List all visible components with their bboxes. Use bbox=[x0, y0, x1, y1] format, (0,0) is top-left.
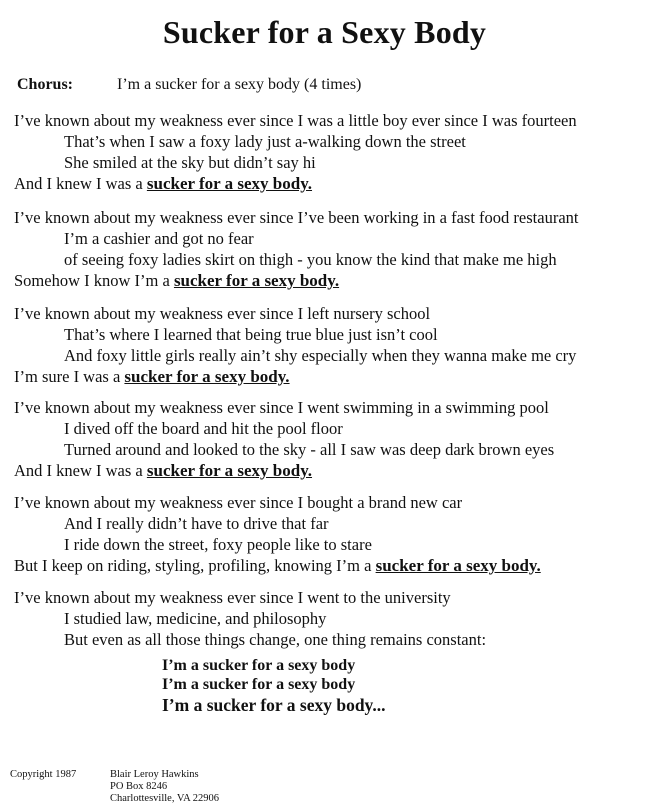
author-name: Blair Leroy Hawkins bbox=[110, 769, 199, 780]
verse-tail-prefix: And I knew I was a bbox=[14, 174, 147, 193]
verse-line: Turned around and looked to the sky - all I saw was deep dark brown eyes bbox=[64, 440, 555, 459]
outro-line-final: I’m a sucker for a sexy body... bbox=[162, 695, 386, 715]
verse-3 bbox=[0, 303, 649, 387]
chorus-line bbox=[17, 76, 361, 94]
verse-tail-line bbox=[0, 366, 649, 387]
verse-first-line: I’ve known about my weakness ever since I’ve been working in a fast food restaurant bbox=[14, 208, 579, 227]
verse-line: I’m a cashier and got no fear bbox=[64, 229, 254, 248]
verse-first-line: I’ve known about my weakness ever since I was a little boy ever since I was fourteen bbox=[14, 111, 577, 130]
hook-phrase: sucker for a sexy body. bbox=[375, 556, 541, 575]
outro-line: I’m a sucker for a sexy body bbox=[162, 676, 356, 693]
outro-block bbox=[162, 656, 385, 716]
verse-line: I ride down the street, foxy people like to stare bbox=[64, 535, 372, 554]
verse-6 bbox=[0, 587, 649, 650]
verse-line: She smiled at the sky but didn’t say hi bbox=[64, 153, 316, 172]
verse-first-line: I’ve known about my weakness ever since I went swimming in a swimming pool bbox=[14, 398, 549, 417]
verse-line: I studied law, medicine, and philosophy bbox=[64, 609, 327, 628]
verse-tail-line bbox=[0, 270, 649, 291]
verse-line: And foxy little girls really ain’t shy especially when they wanna make me cry bbox=[64, 346, 577, 365]
chorus-text: I’m a sucker for a sexy body (4 times) bbox=[117, 76, 362, 93]
copyright-notice: Copyright 1987 bbox=[10, 769, 77, 780]
verse-first-line: I’ve known about my weakness ever since I bought a brand new car bbox=[14, 493, 463, 512]
verse-tail-prefix: But I keep on riding, styling, profiling, knowing I’m a bbox=[14, 556, 376, 575]
po-box: PO Box 8246 bbox=[110, 781, 168, 792]
song-title: Sucker for a Sexy Body bbox=[162, 14, 487, 50]
verse-line: That’s when I saw a foxy lady just a-walking down the street bbox=[64, 132, 466, 151]
author-address bbox=[110, 769, 219, 805]
verse-line: But even as all those things change, one thing remains constant: bbox=[64, 630, 487, 649]
outro-line: I’m a sucker for a sexy body bbox=[162, 657, 356, 674]
verse-1 bbox=[0, 110, 649, 194]
verse-tail-prefix: And I knew I was a bbox=[14, 461, 147, 480]
verse-tail-line bbox=[0, 173, 649, 194]
verse-line: of seeing foxy ladies skirt on thigh - you know the kind that make me high bbox=[64, 250, 557, 269]
verse-4 bbox=[0, 397, 649, 481]
verse-tail-prefix: Somehow I know I’m a bbox=[14, 271, 174, 290]
verse-tail-line bbox=[0, 555, 649, 576]
verse-line: I dived off the board and hit the pool floor bbox=[64, 419, 343, 438]
verse-2 bbox=[0, 207, 649, 291]
chorus-label: Chorus: bbox=[17, 76, 74, 93]
verse-first-line: I’ve known about my weakness ever since I went to the university bbox=[14, 588, 451, 607]
verse-line: That’s where I learned that being true blue just isn’t cool bbox=[64, 325, 438, 344]
hook-phrase: sucker for a sexy body. bbox=[173, 271, 340, 290]
verse-tail-line bbox=[0, 460, 649, 481]
city-line: Charlottesville, VA 22906 bbox=[110, 793, 219, 804]
verse-line: And I really didn’t have to drive that far bbox=[64, 514, 329, 533]
hook-phrase: sucker for a sexy body. bbox=[124, 367, 290, 386]
hook-phrase: sucker for a sexy body. bbox=[146, 461, 313, 480]
verse-5 bbox=[0, 492, 649, 576]
verse-first-line: I’ve known about my weakness ever since I left nursery school bbox=[14, 304, 431, 323]
hook-phrase: sucker for a sexy body. bbox=[146, 174, 313, 193]
verse-tail-prefix: I’m sure I was a bbox=[14, 367, 125, 386]
